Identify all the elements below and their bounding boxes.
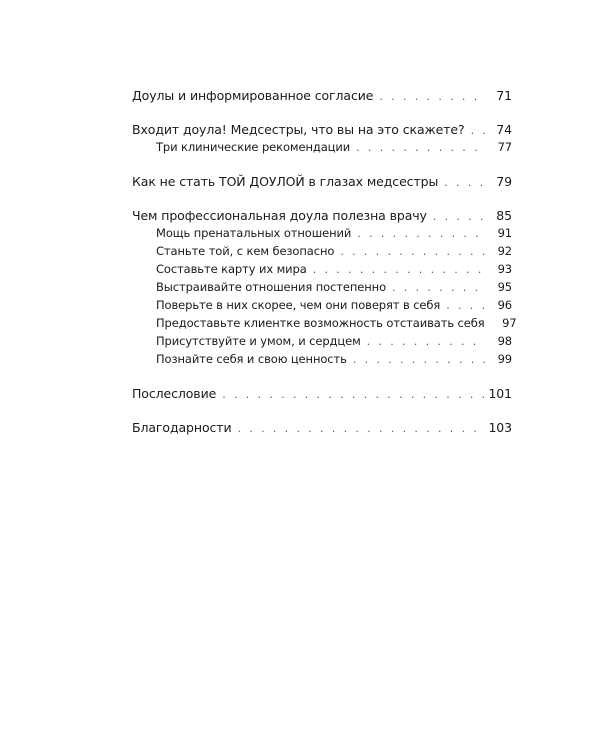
dot-leader bbox=[433, 210, 486, 223]
table-of-contents bbox=[132, 88, 517, 438]
toc-subentry[interactable] bbox=[132, 280, 512, 298]
toc-entry-title: Благодарности bbox=[132, 420, 232, 435]
dot-leader bbox=[353, 353, 486, 366]
toc-entry-page: 85 bbox=[496, 208, 512, 223]
toc-entry-page: 77 bbox=[497, 140, 512, 154]
toc-entry-page: 91 bbox=[497, 226, 512, 240]
toc-subentry[interactable] bbox=[132, 262, 512, 280]
dot-leader bbox=[444, 176, 486, 189]
section-spacer bbox=[132, 106, 512, 122]
toc-subentry[interactable] bbox=[132, 316, 517, 334]
toc-subentry[interactable] bbox=[132, 244, 512, 262]
toc-entry-title: Доулы и информированное согласие bbox=[132, 88, 374, 103]
toc-entry-title: Три клинические рекомендации bbox=[156, 140, 351, 154]
toc-subentry[interactable] bbox=[132, 298, 512, 316]
dot-leader bbox=[313, 263, 486, 276]
toc-entry-title: Как не стать ТОЙ ДОУЛОЙ в глазах медсестры bbox=[132, 174, 439, 189]
toc-entry-page: 101 bbox=[488, 386, 512, 401]
toc-entry-page: 92 bbox=[497, 244, 512, 258]
dot-leader bbox=[446, 299, 486, 312]
toc-entry-title: Присутствуйте и умом, и сердцем bbox=[156, 334, 361, 348]
toc-entry-title: Познайте себя и свою ценность bbox=[156, 352, 347, 366]
dot-leader bbox=[356, 141, 486, 154]
toc-entry-page: 93 bbox=[497, 262, 512, 276]
toc-entry-page: 103 bbox=[488, 420, 512, 435]
toc-subentry[interactable] bbox=[132, 334, 512, 352]
toc-entry[interactable] bbox=[132, 88, 512, 106]
toc-entry-page: 98 bbox=[497, 334, 512, 348]
toc-entry-page: 96 bbox=[497, 298, 512, 312]
section-spacer bbox=[132, 192, 512, 208]
toc-subentry[interactable] bbox=[132, 140, 512, 158]
section-spacer bbox=[132, 404, 512, 420]
toc-entry[interactable] bbox=[132, 386, 512, 404]
dot-leader bbox=[237, 422, 484, 435]
toc-entry-page: 79 bbox=[496, 174, 512, 189]
toc-entry-title: Послесловие bbox=[132, 386, 217, 401]
dot-leader bbox=[392, 281, 486, 294]
dot-leader bbox=[340, 245, 486, 258]
toc-entry[interactable] bbox=[132, 122, 512, 140]
toc-entry[interactable] bbox=[132, 208, 512, 226]
toc-entry-title: Мощь пренатальных отношений bbox=[156, 226, 352, 240]
section-spacer bbox=[132, 370, 512, 386]
toc-entry-title: Поверьте в них скорее, чем они поверят в себя bbox=[156, 298, 441, 312]
toc-subentry[interactable] bbox=[132, 226, 512, 244]
dot-leader bbox=[471, 124, 486, 137]
toc-entry-title: Составьте карту их мира bbox=[156, 262, 307, 276]
toc-entry-title: Чем профессиональная доула полезна врачу bbox=[132, 208, 427, 223]
section-spacer bbox=[132, 158, 512, 174]
toc-entry-title: Выстраивайте отношения постепенно bbox=[156, 280, 387, 294]
dot-leader bbox=[379, 90, 486, 103]
toc-entry-title: Станьте той, с кем безопасно bbox=[156, 244, 335, 258]
toc-entry-page: 74 bbox=[496, 122, 512, 137]
toc-entry-page: 71 bbox=[496, 88, 512, 103]
toc-subentry[interactable] bbox=[132, 352, 512, 370]
toc-entry-title: Входит доула! Медсестры, что вы на это скажете? bbox=[132, 122, 465, 137]
toc-entry-page: 97 bbox=[502, 316, 517, 330]
dot-leader bbox=[357, 227, 486, 240]
toc-entry-title: Предоставьте клиентке возможность отстаивать себя bbox=[156, 316, 485, 330]
toc-entry[interactable] bbox=[132, 174, 512, 192]
toc-entry-page: 99 bbox=[497, 352, 512, 366]
dot-leader bbox=[222, 388, 484, 401]
toc-entry-page: 95 bbox=[497, 280, 512, 294]
toc-entry[interactable] bbox=[132, 420, 512, 438]
dot-leader bbox=[367, 335, 486, 348]
